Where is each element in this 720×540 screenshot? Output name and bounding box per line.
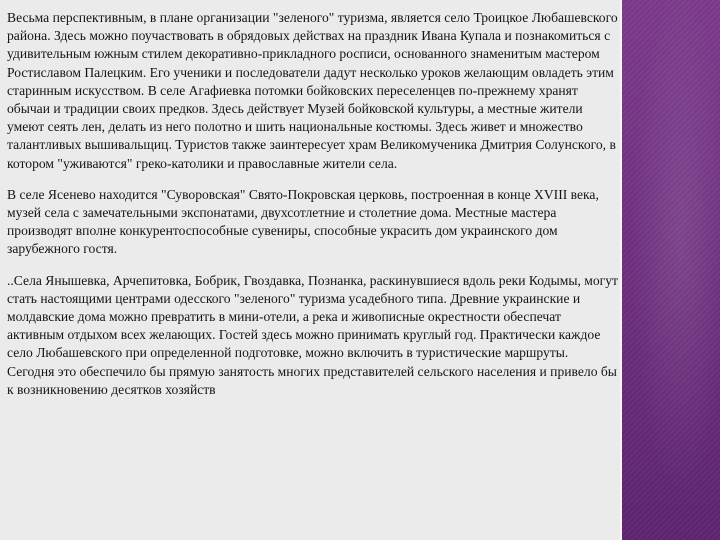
paragraph-yanyshevka: ..Села Янышевка, Арчепитовка, Бобрик, Гвоздавка, Познанка, раскинувшиеся вдоль реки Кодымы, могут стать настоящими центрами одесского "зеленого" туризма усадебного типа. Древние украинские и молдавские дома можно превратить в мини-отели, а река и живописные окрестности обеспечат активным отдыхом всех желающих. Гостей здесь можно принимать круглый год. Практически каждое село Любашевского при определенной подготовке, можно включить в туристические маршруты. Сегодня это обеспечило бы прямую занятость многих представителей сельского населения и привело бы к возникновению десятков хозяйств	[7, 272, 619, 397]
slide-text-body	[7, 9, 619, 399]
decorative-side-panel	[622, 0, 720, 540]
paragraph-troitskoe: Весьма перспективным, в плане организации "зеленого" туризма, является село Троицкое Любашевского района. Здесь можно поучаствовать в обрядовых действах на праздник Ивана Купала и познакомиться с удивительным южным стилем декоративно-прикладного росписи, основанного знаменитым мастером Ростиславом Палецким. Его ученики и последователи дадут несколько уроков желающим овладеть этим старинным искусством. В селе Агафиевка потомки бойковских переселенцев по-прежнему хранят обычаи и традиции своих предков. Здесь действует Музей бойковской культуры, а местные жители умеют сеять лен, делать из него полотно и шить национальные костюмы. Здесь живет и множество талантливых вышивальщиц. Туристов также заинтересует храм Великомученика Дмитрия Солунского, в котором "уживаются" греко-католики и православные жители села.	[7, 10, 618, 171]
paragraph-yasenevo: В селе Ясенево находится "Суворовская" Свято-Покровская церковь, построенная в конце XVIII века, музей села с замечательными экспонатами, двухсотлетние и столетние дома. Местные мастера производят вполне конкурентоспособные сувениры, способные украсить дом украинского дом зарубежного гостя.	[7, 186, 599, 257]
